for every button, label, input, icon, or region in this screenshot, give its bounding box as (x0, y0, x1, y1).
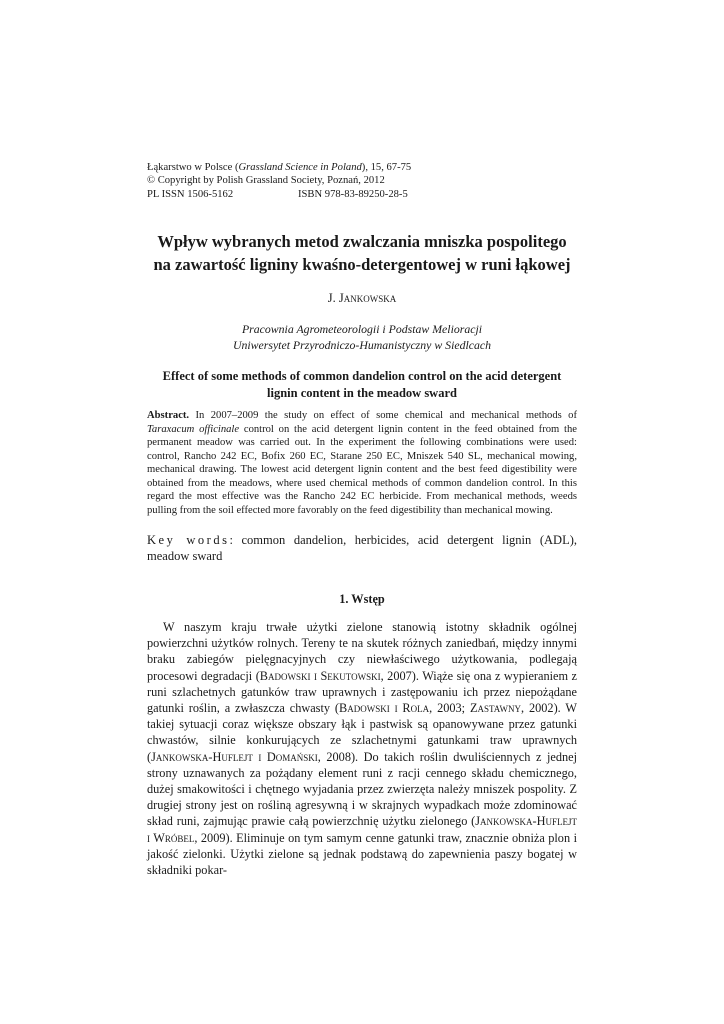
citation: Zastawny (469, 701, 522, 716)
body-text (147, 619, 577, 878)
citation: Jankowska-Huflejt i Wróbel (147, 814, 577, 845)
author: J. Jankowska (327, 291, 397, 305)
abstract-label: Abstract. (147, 410, 190, 421)
isbn: ISBN 978-83-89250-28-5 (298, 188, 408, 200)
citation: Badowski i Rola (339, 701, 430, 716)
issn-isbn-line (147, 188, 577, 201)
species-name: Taraxacum officinale (147, 423, 240, 435)
copyright-line: © Copyright by Polish Grassland Society, Poznań, 2012 (147, 175, 385, 187)
paper-title: Wpływ wybranych metod zwalczania mniszka pospolitego na zawartość ligniny kwaśno-detergentowej w runi łąkowej (153, 232, 571, 274)
citation: Badowski i Sekutowski (259, 668, 381, 683)
keywords-label: Key words (147, 533, 230, 547)
journal-line: Łąkarstwo w Polsce (Grassland Science in Poland), 15, 67-75 (147, 162, 412, 173)
keywords: Key words: common dandelion, herbicides, acid detergent lignin (ADL), meadow sward (147, 533, 577, 563)
journal-name-en: Grassland Science in Poland (238, 162, 362, 173)
abstract: Abstract. In 2007–2009 the study on effect of some chemical and mechanical methods of Taraxacum officinale control on the acid detergent lignin content in the feed obtained from the permanent meadow was carried out. In the experiment the following combinations were used: control, Rancho 242 EC, Bofix 260 EC, Starane 250 EC, Mniszek 540 SL, mechanical mowing, mechanical drawing. The lowest acid detergent lignin content and the best feed digestibility were obtained from the meadows, where used chemical methods of common dandelion control. In this regard the most effective was the Rancho 242 EC herbicide. From mechanical methods, weeds pulling from the soil effected more favorably on the feed digestibility than mechanical mowing. (147, 410, 577, 516)
issn: PL ISSN 1506-5162 (147, 188, 234, 200)
journal-header (147, 161, 577, 201)
paragraph: W naszym kraju trwałe użytki zielone stanowią istotny składnik ogólnej powierzchni użytków rolnych. Tereny te na skutek różnych zaniedbań, między innymi braku zabiegów pielęgnacyjnych czy niewłaściwego użytkowania, podlegają procesowi degradacji (Badowski i Sekutowski, 2007). Wiąże się ona z wypieraniem z runi szlachetnych gatunków traw uprawnych i zastępowaniu ich przez niepożądane gatunki roślin, a zwłaszcza chwasty (Badowski i Rola, 2003; Zastawny, 2002). W takiej sytuacji coraz większe obszary łąk i pastwisk są opanowywane przez gatunki chwastów, silnie konkurujących ze szlachetnymi gatunkami traw uprawnych (Jankowska-Huflejt i Domański, 2008). Do takich roślin dwuliściennych z jednej strony uznawanych za pożądany element runi z racji cennego składu chemicznego, dużej smakowitości i chętnego wyjadania przez zwierzęta należy mniszek pospolity. Z drugiej strony jest on rośliną agresywną i w skrajnych wypadkach może zdominować skład runi, zajmując prawie całą powierzchnię użytku zielonego (Jankowska-Huflejt i Wróbel, 2009). Eliminuje on tym samym cenne gatunki traw, znacznie obniża plon i jakość zielonki. Użytki zielone są jednak podstawą do zapewnienia paszy bogatej w składniki pokar- (147, 620, 578, 878)
affiliation: Pracownia Agrometeorologii i Podstaw Melioracji Uniwersytet Przyrodniczo-Humanistyczny w Siedlcach (232, 322, 492, 352)
english-title: Effect of some methods of common dandelion control on the acid detergent lignin content in the meadow sward (162, 369, 562, 400)
citation: Jankowska-Huflejt i Domański (151, 749, 318, 764)
section-heading: 1. Wstęp (339, 592, 385, 606)
